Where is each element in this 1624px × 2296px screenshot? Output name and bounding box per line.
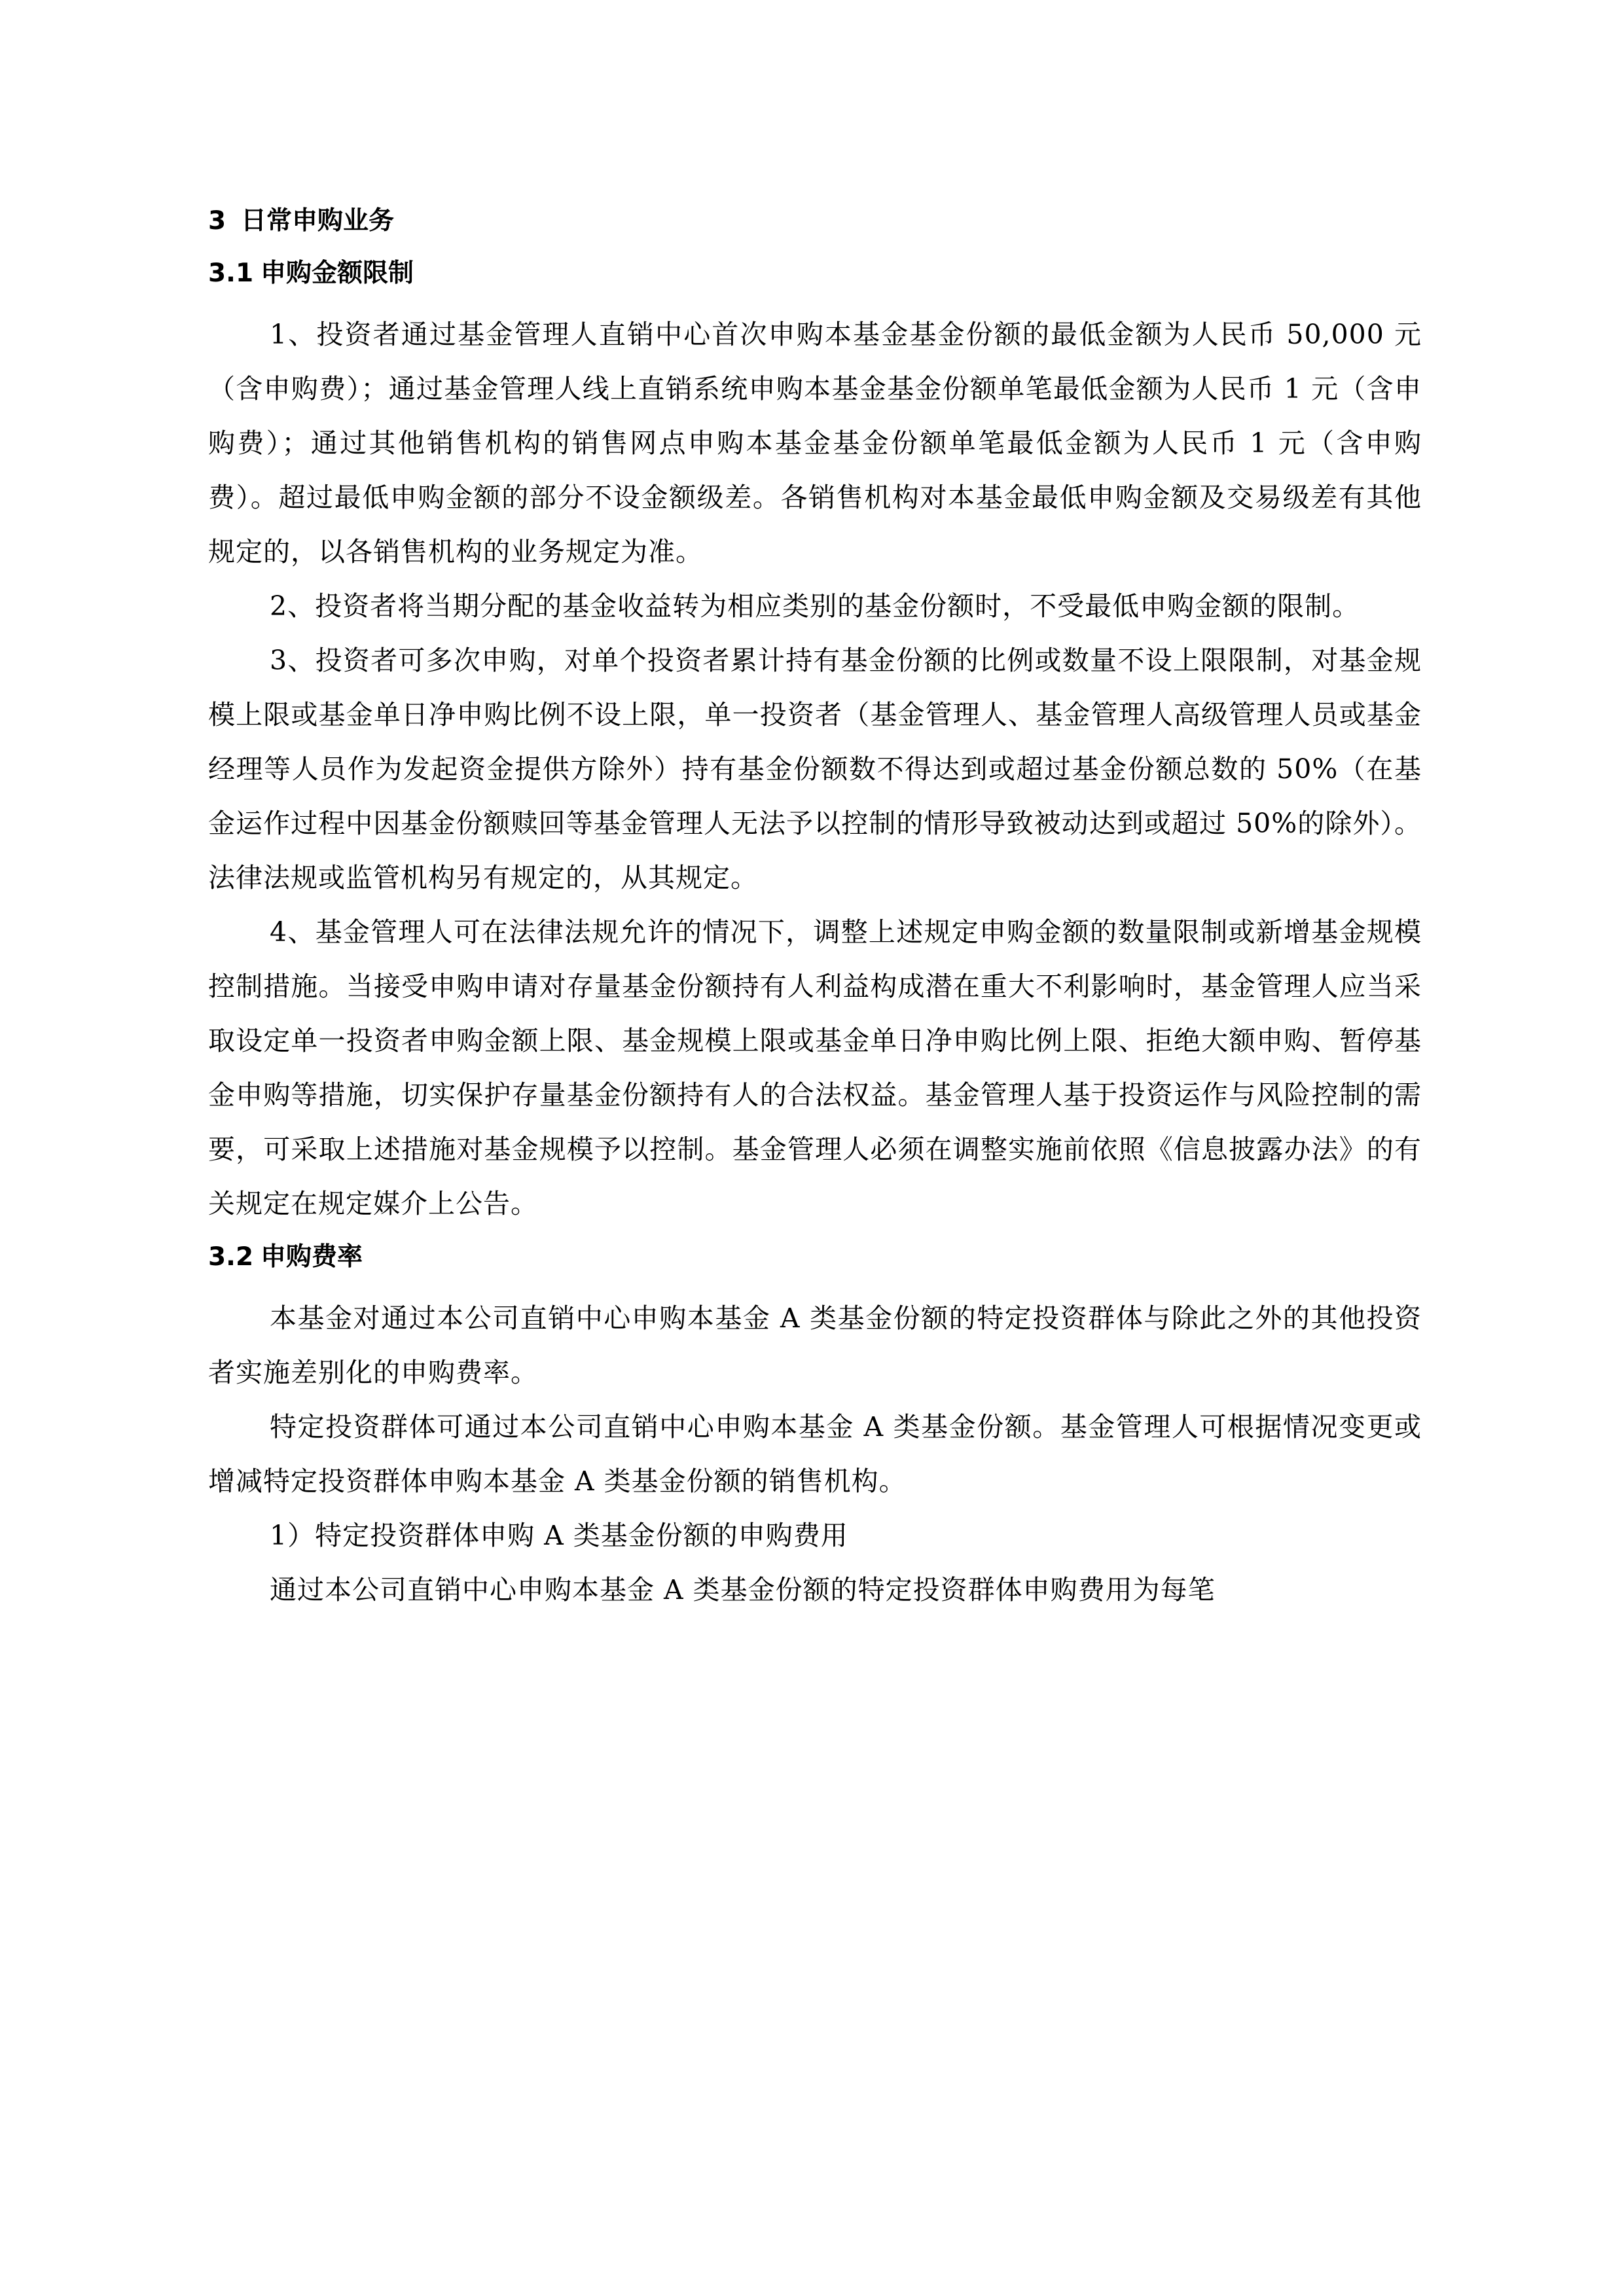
page-content xyxy=(208,195,1422,1617)
subsection-number: 3.2 xyxy=(208,1242,254,1272)
subsection-title: 申购费率 xyxy=(261,1242,363,1272)
paragraph-3-1-item-2: 2、投资者将当期分配的基金收益转为相应类别的基金份额时，不受最低申购金额的限制。 xyxy=(270,590,1360,622)
paragraph-3-1-item-4: 4、基金管理人可在法律法规允许的情况下，调整上述规定申购金额的数量限制或新增基金规模控制措施。当接受申购申请对存量基金份额持有人利益构成潜在重大不利影响时，基金管理人应当采取设定单一投资者申购金额上限、基金规模上限或基金单日净申购比例上限、拒绝大额申购、暂停基金申购等措施，切实保护存量基金份额持有人的合法权益。基金管理人基于投资运作与风险控制的需要，可采取上述措施对基金规模予以控制。基金管理人必须在调整实施前依照《信息披露办法》的有关规定在规定媒介上公告。 xyxy=(208,916,1422,1219)
paragraph-3-1-item-3: 3、投资者可多次申购，对单个投资者累计持有基金份额的比例或数量不设上限限制，对基金规模上限或基金单日净申购比例不设上限，单一投资者（基金管理人、基金管理人高级管理人员或基金经理等人员作为发起资金提供方除外）持有基金份额数不得达到或超过基金份额总数的 50%（在基金运作过程中因基金份额赎回等基金管理人无法予以控制的情形导致被动达到或超过 50%的除外）。法律法规或监管机构另有规定的，从其规定。 xyxy=(208,645,1422,893)
subsection-3-1-heading xyxy=(208,247,1422,300)
paragraph-3-2-intro: 本基金对通过本公司直销中心申购本基金 A 类基金份额的特定投资群体与除此之外的其他投资者实施差别化的申购费率。 xyxy=(208,1302,1422,1388)
subsection-title: 申购金额限制 xyxy=(261,259,414,288)
section-3-heading xyxy=(208,195,1422,247)
section-title: 日常申购业务 xyxy=(241,206,395,236)
paragraph-3-2-fee-text: 通过本公司直销中心申购本基金 A 类基金份额的特定投资群体申购费用为每笔 xyxy=(270,1574,1216,1605)
paragraph-3-1-item-1: 1、投资者通过基金管理人直销中心首次申购本基金基金份额的最低金额为人民币 50,000 元（含申购费）；通过基金管理人线上直销系统申购本基金基金份额单笔最低金额为人民币 1 元（含申购费）；通过其他销售机构的销售网点申购本基金基金份额单笔最低金额为人民币 1 元（含申购费）。超过最低申购金额的部分不设金额级差。各销售机构对本基金最低申购金额及交易级差有其他规定的，以各销售机构的业务规定为准。 xyxy=(208,319,1422,567)
section-number: 3 xyxy=(208,206,226,236)
subsection-3-2-heading xyxy=(208,1231,1422,1283)
paragraph-3-2-list-heading: 1）特定投资群体申购 A 类基金份额的申购费用 xyxy=(270,1520,848,1551)
subsection-number: 3.1 xyxy=(208,259,254,288)
paragraph-3-2-special-group: 特定投资群体可通过本公司直销中心申购本基金 A 类基金份额。基金管理人可根据情况变更或增减特定投资群体申购本基金 A 类基金份额的销售机构。 xyxy=(208,1411,1422,1497)
